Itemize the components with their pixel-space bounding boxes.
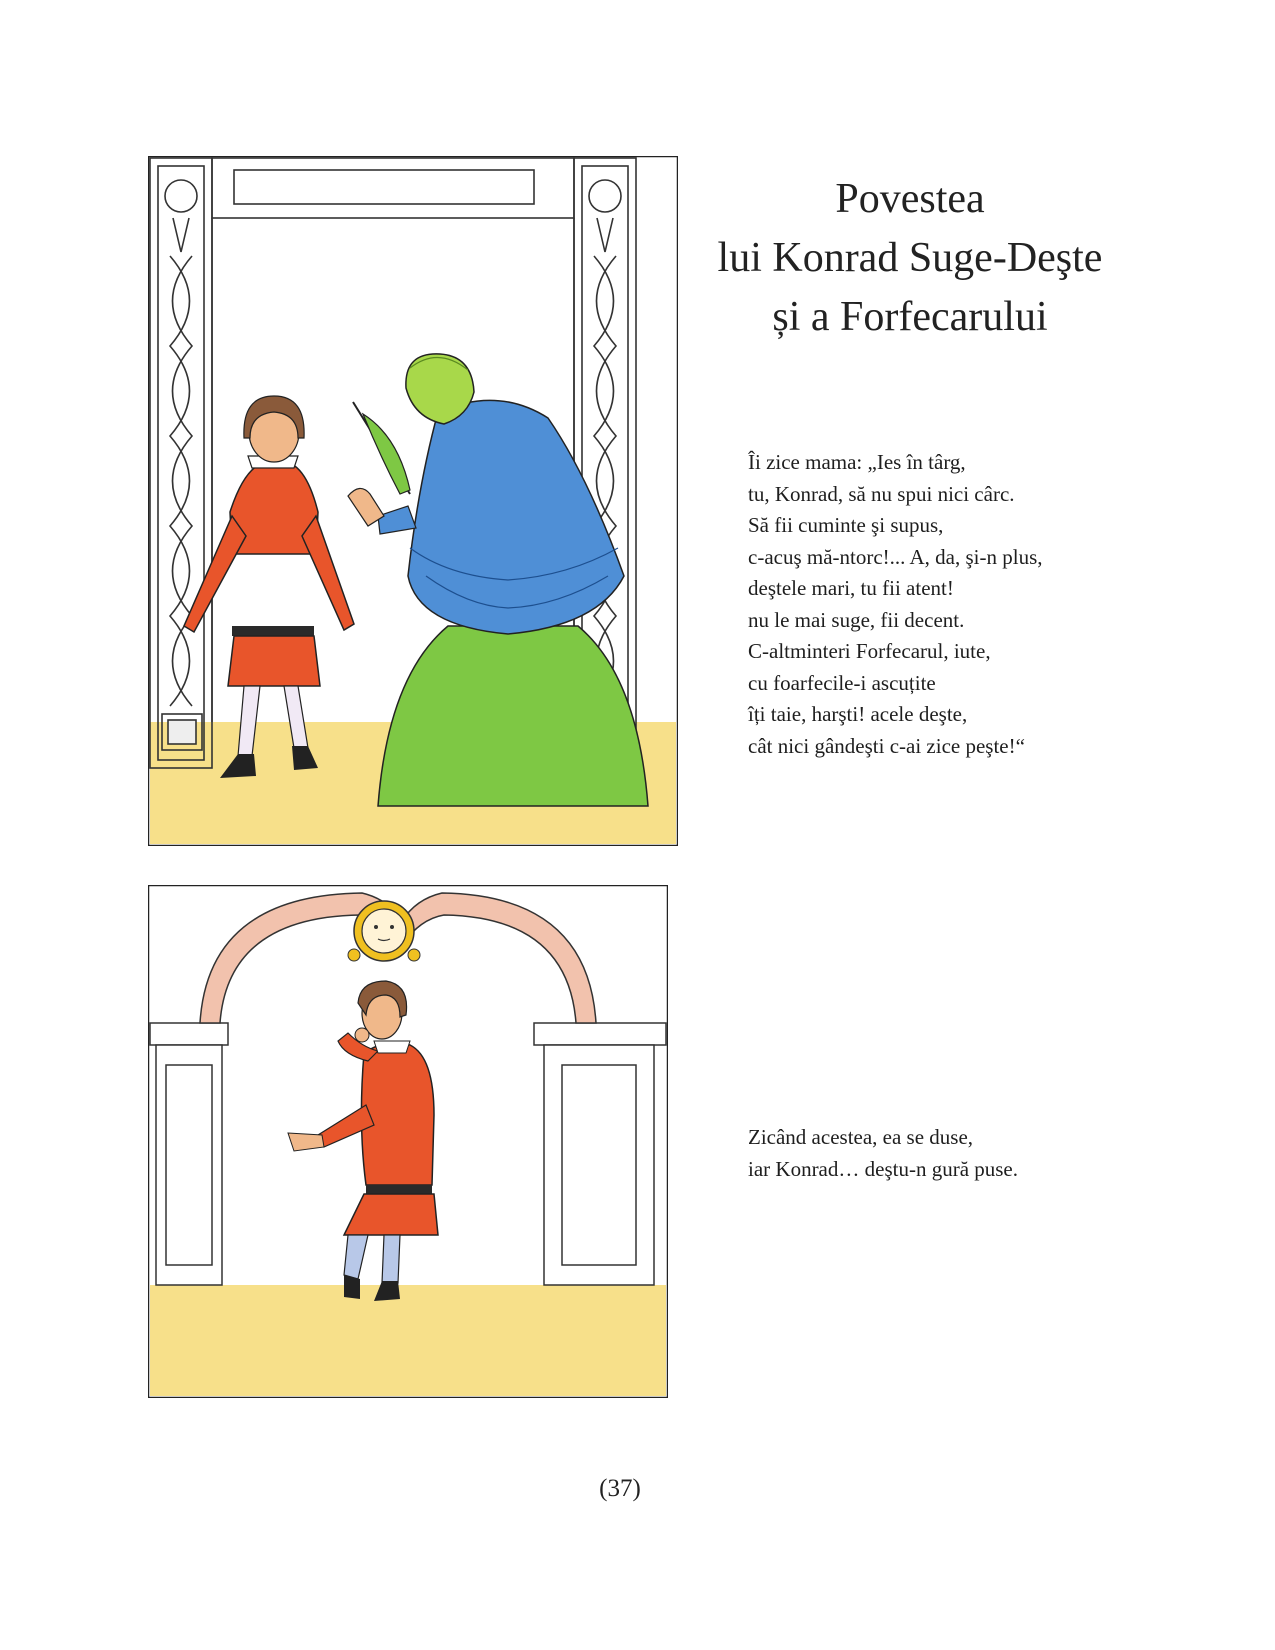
story-title — [660, 170, 1160, 347]
verse-line: nu le mai suge, fii decent. — [748, 607, 965, 632]
stanza-konrad-thumb — [748, 1122, 1188, 1185]
page-number: (37) — [599, 1475, 641, 1502]
verse-line: cu foarfecile-i ascuțite — [748, 670, 936, 695]
illustration-mother-and-konrad — [148, 156, 678, 846]
verse-line: Îi zice mama: „Ies în târg, — [748, 450, 966, 474]
stanza-mother-warning — [748, 447, 1188, 762]
verse-line: Zicând acestea, ea se duse, — [748, 1125, 974, 1149]
verse-line: Să fii cuminte şi supus, — [748, 513, 944, 537]
illustration-konrad-thumb — [148, 885, 668, 1398]
verse-line: cât nici gândeşti c-ai zice peşte!“ — [748, 733, 1025, 758]
verse-line: C-altminteri Forfecarul, iute, — [748, 639, 991, 663]
floor — [150, 1285, 666, 1396]
verse-line: tu, Konrad, să nu spui nici cârc. — [748, 481, 1015, 506]
verse-line: iar Konrad… deştu-n gură puse. — [748, 1156, 1019, 1181]
left-pillar — [150, 1023, 228, 1285]
title-line: lui Konrad Suge-Deşte — [717, 235, 1103, 281]
verse-line: îți taie, harşti! acele deşte, — [748, 702, 968, 726]
title-line: Povestea — [835, 176, 985, 222]
verse-line: c-acuş mă-ntorc!... A, da, şi-n plus, — [748, 544, 1043, 569]
verse-line: deştele mari, tu fii atent! — [748, 576, 954, 600]
title-line: și a Forfecarului — [772, 294, 1048, 340]
right-pillar — [534, 1023, 666, 1285]
